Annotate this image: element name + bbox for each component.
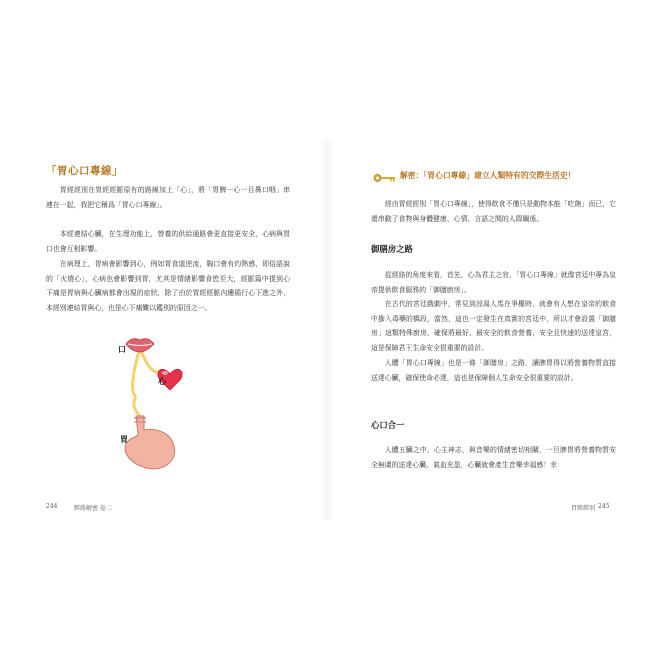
section-heading-heart-mouth-unity: 心口合一 xyxy=(371,420,405,430)
figure-label-mouth: 口 xyxy=(118,345,126,354)
stomach-icon xyxy=(125,416,175,469)
figure-label-stomach: 胃 xyxy=(120,435,128,444)
section-heading-imperial-kitchen: 御膳房之路 xyxy=(371,244,413,254)
stomach-figure-illustration xyxy=(112,334,202,474)
heart-mouth-stomach-figure xyxy=(112,334,202,474)
left-page xyxy=(0,0,327,655)
right-page-title: 解密：「胃心口專線」建立人類特有的交際生活史！ xyxy=(400,171,576,180)
left-page-number: 244 xyxy=(46,503,58,510)
right-running-section: 胃經經別 xyxy=(571,505,596,512)
figure-label-heart: 心 xyxy=(158,377,166,386)
right-paragraph-4: 人體五臟之中，心主神志，與音樂的情緒密切相關，一旦脾胃將營養物質安全無虞的送達心臟，氣血充盈，心臟就會產生音樂幸福感！幸 xyxy=(371,446,616,469)
right-paragraph-1: 從經絡的角度來看，首先，心為君主之官，「胃心口專線」就像宮廷中專為皇帝提供飲食服務的「御膳廚房」。 xyxy=(371,271,616,294)
key-icon xyxy=(373,173,397,183)
right-paragraph-3: 人體「胃心口專線」也是一條「御膳房」之路，讓脾胃得以將營養物質直接送達心臟，確保使命必達，這也是保障個人生命安全很重要的設計。 xyxy=(371,359,616,382)
left-paragraph-3: 在病理上，胃病會影響到心，例如胃食道逆流，胸口會有灼熱感，即俗語說的「火燒心」，心病也會影響到胃，尤其是情緒影響食慾至大，經脈篇中提到心下痛是胃病與心臟病都會出現的症狀，除了由於胃經經脈內縷循行心下進之外，本經別連結胃與心，也是心下痛難以鑑別的原因之一。 xyxy=(46,260,290,312)
right-intro-paragraph: 經由胃經經別「胃心口專線」，使得飲食不僅只是動物本能「吃飽」而已，它還串動了食物與身體健康、心情、言語之間的人際關係。 xyxy=(371,200,616,223)
right-paragraph-2: 在古代的宮廷戲劇中，常見到涼湯人馬在爭權時，就會有人想在皇帝的飲食中摻入毒藥的橋段，當然，這也一定發生在真實的宮廷中，所以才會設置「御膳房」這類特殊廚房，確保將最好、最安全的飲食營養，安全且快速的送達皇宮，這是保障君王生命安全很重要的設計。 xyxy=(371,300,616,352)
left-running-title: 經絡解密 卷二 xyxy=(74,505,112,512)
left-page-title: 「胃心口專線」 xyxy=(46,165,123,177)
left-paragraph-1: 胃經經別在胃經經脈原有的路線加上「心」，將「胃脾一心一目鼻口咽」串連在一起，我把它稱爲「胃心口專線」。 xyxy=(46,186,290,209)
left-paragraph-2: 本經連結心臟，在生理功能上，營養的供給通路會更直接更安全，心病與胃口也會互相影響。 xyxy=(46,230,290,253)
right-page-number: 245 xyxy=(598,503,610,510)
